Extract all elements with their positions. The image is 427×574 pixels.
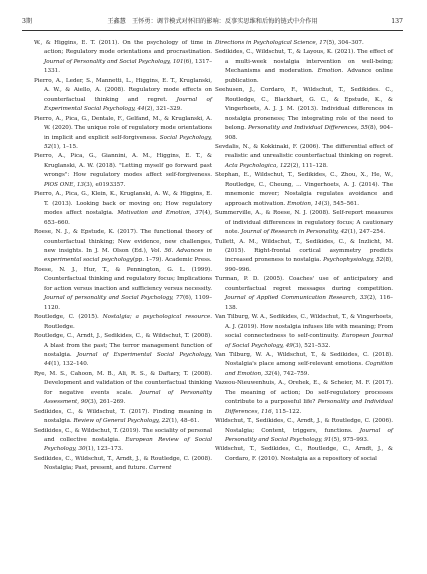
reference-entry — [34, 152, 212, 190]
reference-entry — [34, 427, 212, 455]
reference-source: Emotion, 14 — [287, 200, 322, 207]
reference-text: Pierro, A., Leder, S., Mannetti, L., Higgins, E. T., Kruglanski, A. W., & Aiello, A. (2008). Regulatory mode effects on counterfactual thinking and regret. — [34, 77, 212, 103]
reference-source: Personality and Individual Differences, 55 — [248, 125, 368, 132]
reference-entry — [215, 238, 393, 276]
reference-text-tail: (3), 545–561. — [321, 200, 360, 207]
reference-source: Personality and Individual Differences, 116 — [225, 399, 394, 415]
reference-text-tail: (2), 116–138. — [225, 295, 393, 311]
reference-text: Vazeou-Nieuwenhuis, A., Orehek, E., & Scheier, M. F. (2017). The meaning of action; Do self-regulatory processes contribute to a purposeful life? — [215, 380, 393, 406]
reference-text: Tullett, A. M., Wildschut, T., Sedikides, C., & Inzlicht, M. (2015). Right-frontal cortical asymmetry predicts increased proneness to nostalgia. — [215, 238, 393, 264]
reference-text-tail: . Routledge. — [44, 314, 212, 330]
reference-entry — [215, 39, 393, 48]
reference-source: Journal of personality and Social Psychology, 77 — [44, 295, 183, 302]
reference-source: Journal of Research in Personality, 42 — [241, 229, 348, 236]
reference-text-tail: (pp. 1–79). Academic Press. — [132, 257, 212, 264]
reference-source: Journal of Personality and Social Psychology, 91 — [225, 427, 393, 444]
reference-text: Pierro, A., Pica, G., Klein, K., Kruglanski, A. W., & Higgins, E. T. (2013). Looking back or moving on; How regulatory modes affect nostalgia. — [34, 191, 212, 217]
reference-entry — [215, 313, 393, 351]
reference-entry — [215, 351, 393, 379]
reference-entry — [215, 143, 393, 171]
reference-source: Journal of Personality and Social Psychology, 101 — [44, 58, 184, 65]
reference-entry — [215, 379, 393, 417]
reference-text: Sedikides, C., Wildschut, T., Arndt, J., & Routledge, C. (2008). Nostalgia; Past, present, and future. — [34, 455, 212, 472]
reference-entry — [34, 313, 212, 332]
reference-text: Turman, P. D. (2005). Coaches' use of anticipatory and counterfactual regret messages during competition. — [215, 276, 393, 292]
reference-text-tail: (1), 247–254. — [347, 229, 386, 236]
page-number: 137 — [391, 18, 403, 25]
reference-source: Vol. 56. Advances in experimental social psychology — [44, 247, 212, 264]
reference-entry — [34, 228, 212, 266]
reference-entry — [34, 370, 212, 408]
reference-source: Journal of Experimental Social Psychology, 44 — [44, 96, 212, 113]
reference-entry — [34, 77, 212, 115]
reference-source: Motivation and Emotion, 37 — [117, 210, 203, 217]
reference-entry — [34, 408, 212, 427]
reference-text-tail: (1), 123–173. — [85, 446, 123, 453]
reference-text: Wildschut, T., Sedikides, C., Arndt, J., & Routledge, C. (2006). Nostalgia; Content, triggers, functions. — [215, 418, 393, 434]
reference-text-tail: (8), 990–996. — [225, 257, 393, 273]
reference-text-tail: (2), 111–128. — [290, 162, 328, 169]
reference-text: Rye, M. S., Cahoon, M. B., Ali, R. S., & Daftary, T. (2008). Development and validation of the counterfactual thinking for negative events scale. — [34, 370, 212, 396]
reference-entry — [215, 171, 393, 209]
reference-text-tail: (6), 1109–1120. — [44, 295, 212, 311]
reference-source: European Journal of Social Psychology, 49 — [225, 333, 393, 349]
running-header — [22, 14, 403, 31]
reference-column-left — [34, 39, 212, 474]
reference-text: Sevdalis, N., & Kokkinaki, F. (2006). The differential effect of realistic and unrealistic counterfactual thinking on regret. — [215, 143, 393, 160]
reference-text-tail: (3), 261–269. — [87, 399, 126, 406]
reference-text: Van Tilburg, W. A., Sedikides, C., Wildschut, T., & Vingerhoets, A. J. (2019). How nostalgia infuses life with meaning; From social connectedness to self-continuity. — [215, 314, 393, 340]
reference-text-tail: (5), 304–307. — [326, 40, 364, 46]
reference-column-right — [215, 39, 393, 464]
reference-text-tail: (1), 1–15. — [51, 143, 78, 150]
reference-entry — [215, 445, 393, 464]
reference-source: Nostalgia; a psychological resource — [102, 314, 211, 321]
reference-source: Acta Psychologica, 122 — [225, 162, 291, 169]
reference-text-tail: (8), 904–908. — [225, 125, 393, 141]
running-title: 王鑫慧 王怀勇：调节模式对怀旧的影响：反事实思维和后悔的链式中介作用 — [107, 18, 318, 25]
reference-text: Routledge, C. (2015). — [34, 314, 99, 321]
reference-text: Roese, N. J., & Epstude, K. (2017). The functional theory of counterfactual thinking; New evidence, new challenges, new insights. In J. M. Olson (Ed.), — [34, 229, 212, 254]
reference-entry — [34, 332, 212, 370]
reference-text-tail: . Advance online publication. — [225, 68, 393, 84]
reference-text-tail: (3), e0193357. — [84, 181, 126, 188]
reference-text-tail: (4), 742–759. — [271, 370, 310, 377]
reference-entry — [215, 86, 393, 143]
reference-text-tail: (3), 521–532. — [292, 342, 331, 349]
reference-source: Journal of Personality Assessment, 90 — [44, 389, 212, 406]
reference-source: Psychophysiology, 52 — [323, 257, 384, 264]
reference-source: European Review of Social Psychology, 30 — [44, 437, 212, 453]
reference-entry — [34, 455, 212, 474]
reference-text: Wildschut, T., Sedikides, C., Routledge, C., Arndt, J., & Cordaro, F. (2010). Nostalgia as a repository of social — [215, 446, 393, 462]
reference-entry — [215, 209, 393, 237]
reference-text-tail: (1), 48–61. — [168, 418, 200, 425]
reference-entry — [215, 48, 393, 86]
reference-text: Sedikides, C., & Wildschut, T. (2017). Finding meaning in nostalgia. — [34, 408, 212, 425]
reference-source: Emotion — [317, 68, 342, 75]
reference-text: Pierro, A., Pica, G., Dentale, F., Gelfand, M., & Kruglanski, A. W. (2020). The unique role of regulatory mode orientations in implicit and explicit self-forgiveness. — [34, 115, 212, 141]
reference-entry — [215, 417, 393, 445]
reference-source: Cognition and Emotion, 32 — [225, 361, 393, 377]
reference-entry — [215, 275, 393, 313]
reference-text-tail: (5), 975–993. — [331, 437, 369, 444]
reference-text: Pierro, A., Pica, G., Giannini, A. M., Higgins, E. T., & Kruglanski, A. W. (2018). "Letting myself go forward past wrongs": How regulatory modes affect self-forgiveness. — [34, 153, 212, 179]
reference-source: Journal of Experimental Social Psychology, 44 — [44, 351, 212, 368]
reference-source: Social Psychology, 52 — [44, 134, 213, 150]
issue-number: 3期 — [22, 18, 33, 25]
reference-text-tail: (2), 321–329. — [144, 106, 182, 113]
reference-text-tail: (1), 132–140. — [51, 361, 89, 368]
reference-text: Roese, N. J., Hur, T., & Pennington, G. L. (1999). Counterfactual thinking and regulatory focus; Implications for action versus inaction and sufficiency versus necessity. — [34, 266, 212, 292]
reference-entry — [34, 190, 212, 228]
reference-source: Current — [148, 465, 172, 472]
reference-text: Sedikides, C., & Wildschut, T. (2019). The sociality of personal and collective nostalgia. — [34, 427, 212, 444]
reference-entry — [34, 266, 212, 313]
reference-text: Sedikides, C., Wildschut, T., & Layous, K. (2021). The effect of a multi-week nostalgia intervention on well-being; Mechanisms and moderation. — [215, 49, 393, 75]
reference-source: Review of General Psychology, 22 — [73, 418, 169, 425]
reference-text: W., & Higgins, E. T. (2011). On the psychology of time in action; Regulatory mode orientations and procrastination. — [34, 40, 212, 56]
reference-source: PlOS ONE, 13 — [44, 181, 84, 188]
reference-source: Directions in Psychological Science, 17 — [215, 40, 327, 46]
reference-text-tail: , 115–122. — [271, 408, 302, 415]
reference-text: Summerville, A., & Roese, N. J. (2008). Self-report measures of individual differences in regulatory focus; A cautionary note. — [215, 210, 393, 236]
reference-text: Routledge, C., Arndt, J., Sedikides, C., & Wildschut, T. (2008). A blast from the past; The terror management function of nostalgia. — [34, 333, 212, 358]
reference-text: Stephan, E., Wildschut, T., Sedikides, C., Zhou, X., He, W., Routledge, C., Cheung, ... Vingerhoets, A. J. (2014). The mnemonic mover; Nostalgia regulates avoidance and approach motivation. — [215, 172, 393, 207]
reference-source: Journal of Applied Communication Research, 33 — [225, 295, 367, 302]
reference-text-tail: (4), 653–660. — [44, 210, 212, 226]
reference-text-tail: (6), 1317–1331. — [44, 58, 213, 75]
reference-entry — [34, 39, 212, 77]
reference-entry — [34, 115, 212, 153]
reference-text: Seehusen, J., Cordaro, F., Wildschut, T., Sedikides. C., Routledge, C., Blackhart, G. C., & Epstude, K., & Vingerhoets, A. J. J. M. (2013). Individual differences in nostalgia proneness; The integrating role of the need to belong. — [215, 87, 393, 132]
reference-text: Van Tilburg, W. A., Wildschut, T., & Sedikides, C. (2018). Nostalgia's place among self-relevant emotions. — [215, 351, 393, 368]
